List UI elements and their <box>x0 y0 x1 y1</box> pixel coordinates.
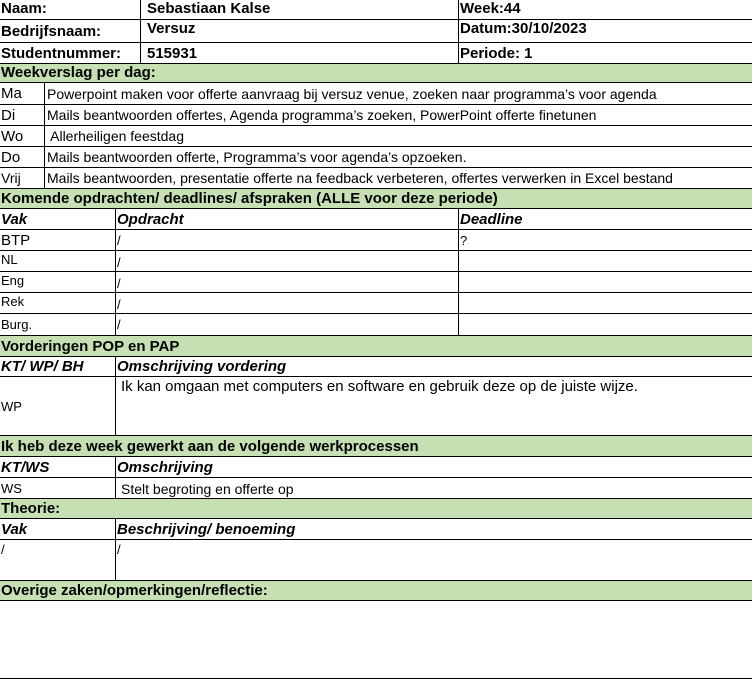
periode-field: Periode: 1 <box>458 43 752 63</box>
opdracht-cell: / <box>115 293 458 313</box>
datum-field: Datum:30/10/2023 <box>458 20 752 42</box>
day-label: Di <box>1 107 16 124</box>
col-beschrijving: Beschrijving/ benoeming <box>115 519 752 539</box>
col-kt-ws: KT/WS <box>1 459 50 476</box>
opdracht-cell: / <box>115 272 458 292</box>
col-omschrijving-vordering: Omschrijving vordering <box>115 357 752 376</box>
opdracht-cell: / <box>115 251 458 271</box>
day-row <box>0 105 752 126</box>
naam-value: Sebastiaan Kalse <box>140 0 458 19</box>
table-row <box>0 314 752 336</box>
overige-title: Overige zaken/opmerkingen/reflectie: <box>0 581 752 601</box>
col-kt-wp-bh: KT/ WP/ BH <box>1 358 84 375</box>
vak-cell: Eng <box>1 273 25 288</box>
day-text: Mails beantwoorden offertes, Agenda programma’s zoeken, PowerPoint offerte finetunen <box>44 105 752 125</box>
deadline-cell <box>458 251 752 271</box>
vak-cell: NL <box>1 252 18 267</box>
opdracht-cell: / <box>115 314 458 335</box>
theorie-beschrijving-cell: / <box>115 540 752 580</box>
pop-header <box>0 357 752 377</box>
pop-title: Vorderingen POP en PAP <box>0 336 752 357</box>
table-row <box>0 230 752 251</box>
bedrijf-label: Bedrijfsnaam: <box>1 23 102 40</box>
deadline-cell <box>458 272 752 292</box>
theorie-header <box>0 519 752 540</box>
opdracht-cell: / <box>115 230 458 250</box>
deadline-cell <box>458 314 752 335</box>
table-row <box>0 251 752 272</box>
day-label: Wo <box>1 128 24 145</box>
pop-row <box>0 377 752 436</box>
col-deadline: Deadline <box>458 209 752 229</box>
naam-label: Naam: <box>1 0 47 17</box>
table-row <box>0 293 752 314</box>
day-row <box>0 83 752 105</box>
week-field: Week:44 <box>458 0 752 19</box>
vak-cell: BTP <box>1 232 31 249</box>
header-row-bedrijf <box>0 20 752 43</box>
werkprocessen-header <box>0 457 752 478</box>
student-label: Studentnummer: <box>1 45 121 62</box>
col-omschrijving: Omschrijving <box>115 457 752 477</box>
day-label: Ma <box>1 85 22 102</box>
header-row-naam <box>0 0 752 20</box>
ws-kt-cell: WS <box>1 481 22 496</box>
day-label: Do <box>1 149 21 166</box>
theorie-vak-cell: / <box>1 542 5 557</box>
col-vak: Vak <box>1 521 28 538</box>
vak-cell: Rek <box>1 294 25 309</box>
day-row <box>0 126 752 147</box>
pop-kt-cell: WP <box>1 399 22 414</box>
overige-body <box>0 601 752 679</box>
deadline-cell: ? <box>458 230 752 250</box>
theorie-row <box>0 540 752 581</box>
werkprocessen-title: Ik heb deze week gewerkt aan de volgende werkprocessen <box>0 436 752 457</box>
ws-text-cell: Stelt begroting en offerte op <box>115 478 752 498</box>
deadline-cell <box>458 293 752 313</box>
opdrachten-title: Komende opdrachten/ deadlines/ afspraken (ALLE voor deze periode) <box>0 189 752 209</box>
pop-text-cell: Ik kan omgaan met computers en software en gebruik deze op de juiste wijze. <box>115 377 752 435</box>
werkprocessen-row <box>0 478 752 499</box>
day-text: Mails beantwoorden offerte, Programma’s voor agenda’s opzoeken. <box>44 147 752 167</box>
day-row <box>0 168 752 189</box>
vak-cell: Burg. <box>1 317 33 332</box>
col-opdracht: Opdracht <box>115 209 458 229</box>
day-text: Powerpoint maken voor offerte aanvraag bij versuz venue, zoeken naar programma’s voor agenda <box>44 83 752 104</box>
day-text: Allerheiligen feestdag <box>44 126 752 146</box>
col-vak: Vak <box>1 211 28 228</box>
day-row <box>0 147 752 168</box>
theorie-title: Theorie: <box>0 499 752 519</box>
table-row <box>0 272 752 293</box>
student-value: 515931 <box>140 43 458 63</box>
opdrachten-header <box>0 209 752 230</box>
day-text: Mails beantwoorden, presentatie offerte na feedback verbeteren, offertes verwerken in Excel bestand <box>44 168 752 188</box>
bedrijf-value: Versuz <box>140 20 458 42</box>
weekverslag-title: Weekverslag per dag: <box>0 64 752 83</box>
header-row-student <box>0 43 752 64</box>
day-label: Vrij <box>1 170 21 186</box>
